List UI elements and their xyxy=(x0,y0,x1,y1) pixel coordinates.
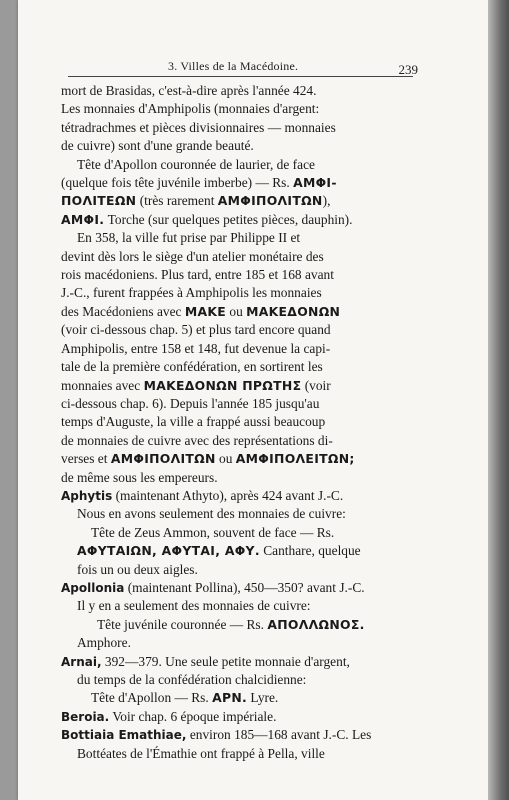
chapter-title: 3. Villes de la Macédoine. xyxy=(168,59,299,73)
text-line: Tête d'Apollon — Rs. ΑΡΝ. Lyre. xyxy=(91,690,279,706)
place-name: Bottiaia Emathiae, xyxy=(61,728,187,743)
place-name: Arnai, xyxy=(61,654,102,669)
greek-legend: ΑΜΦΙΠΟΛΕΙΤΩΝ; xyxy=(235,451,355,467)
text-line: Il y en a seulement des monnaies de cuivre: xyxy=(77,598,311,614)
text-line: Tête d'Apollon couronnée de laurier, de face xyxy=(77,156,315,172)
text-line: fois un ou deux aigles. xyxy=(77,561,198,577)
greek-legend: ΑΠΟΛΛΩΝΟΣ. xyxy=(267,616,365,632)
greek-legend: ΑΜΦΙΠΟΛΙΤΩΝ xyxy=(217,193,323,209)
page-body xyxy=(61,82,416,763)
text-line: Bottéates de l'Émathie ont frappé à Pella, ville xyxy=(77,745,325,761)
greek-legend: ΑΜΦΙ- xyxy=(293,175,337,191)
text-line: ΑΦΥΤΑΙΩΝ, ΑΦΥΤΑΙ, ΑΦΥ. Canthare, quelque xyxy=(77,543,361,559)
greek-legend: ΠΟΛΙΤΕΩΝ xyxy=(61,193,137,209)
running-header xyxy=(68,54,418,77)
text-line: (voir ci-dessous chap. 5) et plus tard encore quand xyxy=(61,322,331,338)
text-line: Tête juvénile couronnée — Rs. ΑΠΟΛΛΩΝΟΣ. xyxy=(97,616,365,632)
text-line: (quelque fois tête juvénile imberbe) — Rs. ΑΜΦΙ- xyxy=(61,175,337,191)
text-line: verses et ΑΜΦΙΠΟΛΙΤΩΝ ou ΑΜΦΙΠΟΛΕΙΤΩΝ; xyxy=(61,451,355,467)
text-line: Amphore. xyxy=(77,635,131,651)
text-line: Tête de Zeus Ammon, souvent de face — Rs. xyxy=(91,524,335,540)
greek-legend: ΑΡΝ. xyxy=(212,690,248,706)
text-line: temps d'Auguste, la ville a frappé aussi beaucoup xyxy=(61,414,326,430)
text-line: Apollonia (maintenant Pollina), 450—350? avant J.-C. xyxy=(61,579,365,595)
text-line: de même sous les empereurs. xyxy=(61,469,218,485)
text-line: ci-dessous chap. 6). Depuis l'année 185 jusqu'au xyxy=(61,395,320,411)
text-line: devint dès lors le siège d'un atelier monétaire des xyxy=(61,248,324,264)
greek-legend: ΜΑΚΕΔΟΝΩΝ ΠΡΩΤΗΣ xyxy=(143,377,302,393)
text-line: Arnai, 392—379. Une seule petite monnaie d'argent, xyxy=(61,653,350,669)
page-edge xyxy=(488,0,509,800)
greek-legend: ΑΦΥΤΑΙΩΝ, ΑΦΥΤΑΙ, ΑΦΥ. xyxy=(77,543,260,559)
text-line: Nous en avons seulement des monnaies de cuivre: xyxy=(77,506,346,522)
text-line: En 358, la ville fut prise par Philippe II et xyxy=(77,230,301,246)
greek-legend: ΑΜΦΙΠΟΛΙΤΩΝ xyxy=(110,451,216,467)
text-line: des Macédoniens avec ΜΑΚΕ ou ΜΑΚΕΔΟΝΩΝ xyxy=(61,303,341,319)
text-line: ΠΟΛΙΤΕΩΝ (très rarement ΑΜΦΙΠΟΛΙΤΩΝ), xyxy=(61,193,331,209)
place-name: Apollonia xyxy=(61,580,125,595)
text-line: ΑΜΦΙ. Torche (sur quelques petites pièces, dauphin). xyxy=(61,211,353,227)
place-name: Aphytis xyxy=(61,488,113,503)
text-line: Bottiaia Emathiae, environ 185—168 avant J.-C. Les xyxy=(61,727,372,743)
text-line: Beroia. Voir chap. 6 époque impériale. xyxy=(61,708,277,724)
text-line: mort de Brasidas, c'est-à-dire après l'année 424. xyxy=(61,83,317,98)
page-number: 239 xyxy=(398,62,418,77)
text-line: du temps de la confédération chalcidienne: xyxy=(77,672,307,687)
place-name: Beroia. xyxy=(61,709,110,724)
text-line: de monnaies de cuivre avec des représentations di- xyxy=(61,432,333,448)
text-line: Les monnaies d'Amphipolis (monnaies d'argent: xyxy=(61,101,320,117)
greek-legend: ΜΑΚΕΔΟΝΩΝ xyxy=(246,303,341,319)
page-content xyxy=(18,0,488,800)
greek-legend: ΑΜΦΙ. xyxy=(61,211,105,227)
text-line: monnaies avec ΜΑΚΕΔΟΝΩΝ ΠΡΩΤΗΣ (voir xyxy=(61,377,331,393)
text-line: tale de la première confédération, en sortirent les xyxy=(61,359,323,375)
text-line: J.-C., furent frappées à Amphipolis les monnaies xyxy=(61,285,322,301)
greek-legend: ΜΑΚΕ xyxy=(184,303,227,319)
text-line: Aphytis (maintenant Athyto), après 424 avant J.-C. xyxy=(61,487,344,503)
text-line: Amphipolis, entre 158 et 148, fut devenue la capi- xyxy=(61,340,331,356)
text-line: de cuivre) sont d'une grande beauté. xyxy=(61,138,254,154)
text-line: rois macédoniens. Plus tard, entre 185 et 168 avant xyxy=(61,267,334,283)
text-line: tétradrachmes et pièces divisionnaires — monnaies xyxy=(61,119,336,135)
